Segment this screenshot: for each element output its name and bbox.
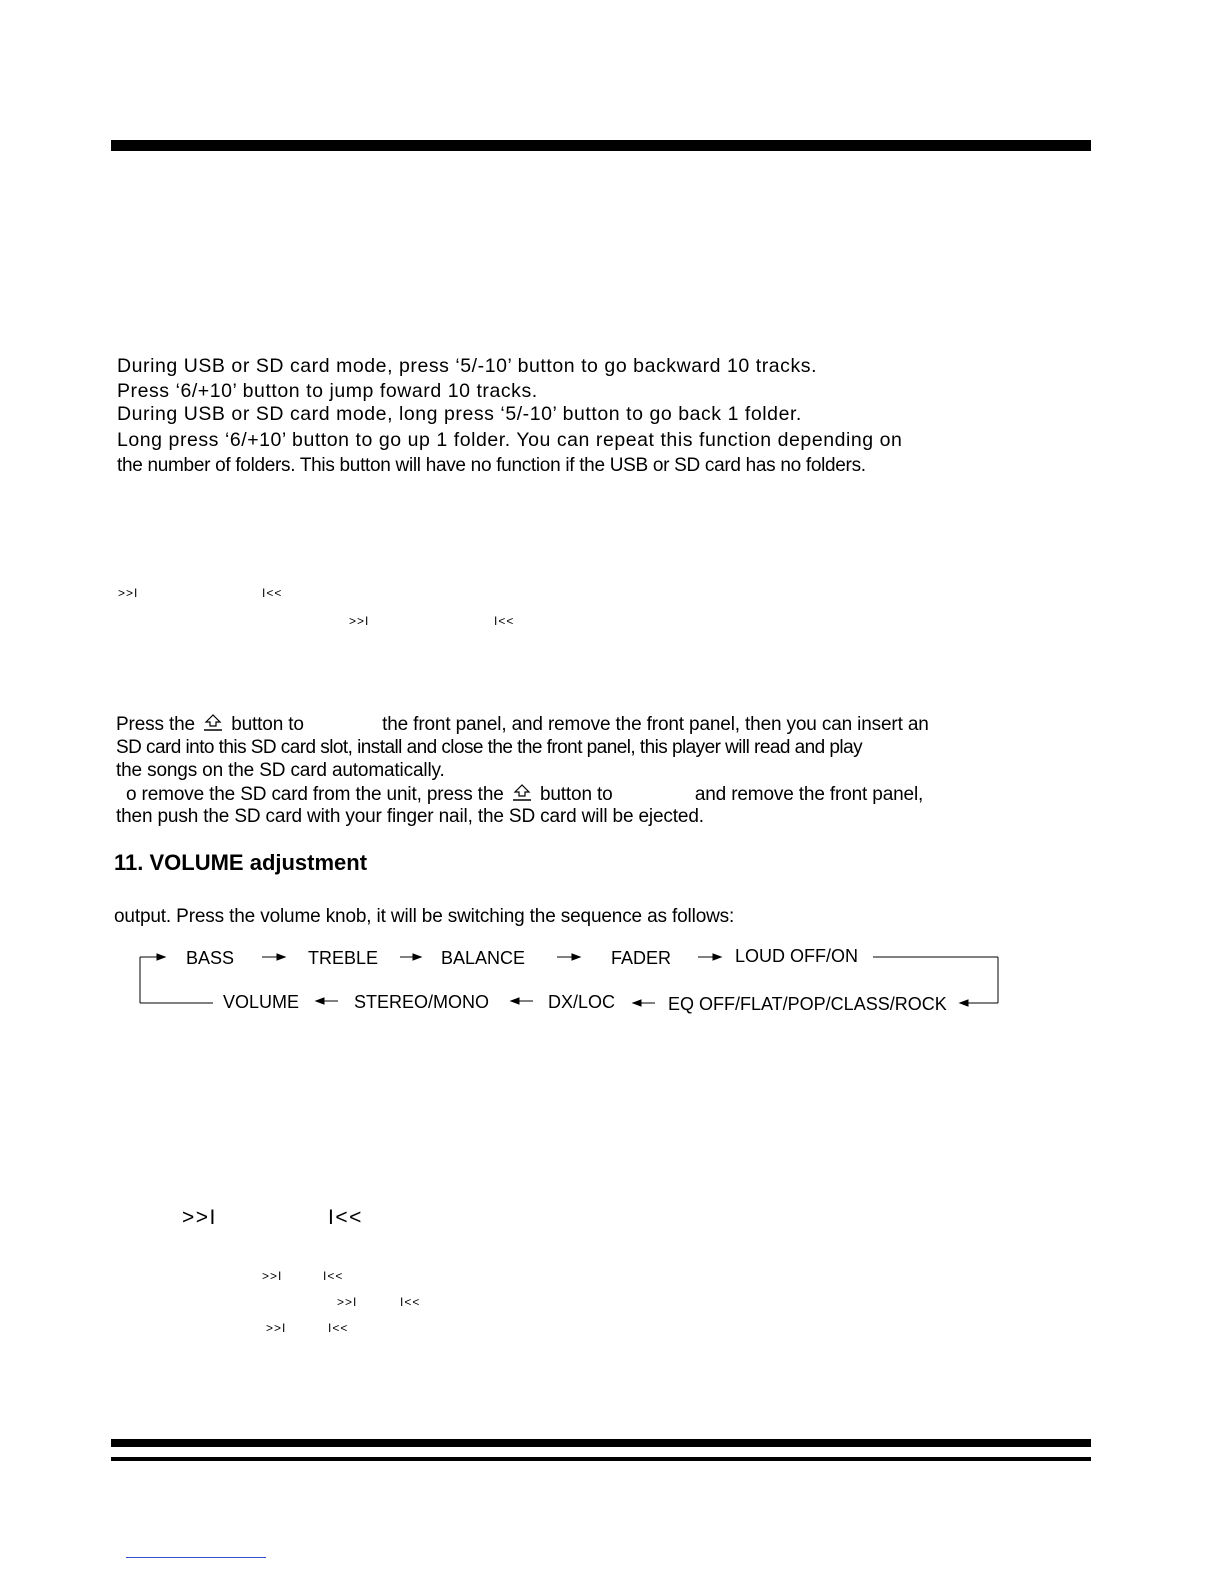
prev-track-symbol: I<< bbox=[323, 1269, 344, 1283]
section-heading: 11. VOLUME adjustment bbox=[114, 850, 368, 875]
footer-rule bbox=[111, 1439, 1091, 1447]
flow-item-fader: FADER bbox=[611, 948, 672, 968]
footer-underline bbox=[126, 1557, 266, 1558]
text-line: Long press ‘6/+10’ button to go up 1 folder. You can repeat this function depending on bbox=[117, 429, 903, 451]
prev-track-symbol: I<< bbox=[328, 1206, 363, 1229]
footer-rule-thin bbox=[111, 1457, 1091, 1461]
flow-item-loud: LOUD OFF/ON bbox=[735, 946, 859, 966]
flow-item-volume: VOLUME bbox=[223, 992, 300, 1012]
next-track-symbol: >>I bbox=[262, 1269, 283, 1283]
sd-text: the front panel, and remove the front panel, then you can insert an bbox=[382, 714, 929, 735]
volume-intro: output. Press the volume knob, it will be switching the sequence as follows: bbox=[114, 906, 735, 927]
next-track-symbol: >>I bbox=[337, 1295, 358, 1309]
sd-line-5: then push the SD card with your finger nail, the SD card will be ejected. bbox=[116, 806, 704, 827]
flow-item-balance: BALANCE bbox=[441, 948, 526, 968]
text-line: During USB or SD card mode, press ‘5/-10’ button to go backward 10 tracks. bbox=[117, 355, 818, 377]
flow-item-dx-loc: DX/LOC bbox=[548, 992, 616, 1012]
prev-track-symbol: I<< bbox=[262, 586, 283, 600]
next-track-symbol: >>I bbox=[266, 1321, 287, 1335]
sd-text: Press the bbox=[116, 714, 195, 735]
text-line: the number of folders. This button will have no function if the USB or SD card has no folders. bbox=[117, 455, 866, 476]
text-line: During USB or SD card mode, long press ‘5/-10’ button to go back 1 folder. bbox=[117, 403, 802, 425]
sd-text: o remove the SD card from the unit, press the bbox=[126, 784, 504, 805]
flow-item-eq: EQ OFF/FLAT/POP/CLASS/ROCK bbox=[668, 994, 947, 1014]
sd-text: button to bbox=[231, 714, 304, 735]
sd-line-3: the songs on the SD card automatically. bbox=[116, 760, 445, 781]
sd-line-2: SD card into this SD card slot, install and close the the front panel, this player will read and play bbox=[116, 737, 863, 758]
next-track-symbol: >>I bbox=[349, 614, 370, 628]
flow-item-stereo-mono: STEREO/MONO bbox=[354, 992, 490, 1012]
next-track-symbol: >>I bbox=[182, 1206, 217, 1229]
text-line: Press ‘6/+10’ button to jump foward 10 tracks. bbox=[117, 380, 538, 402]
next-track-symbol: >>I bbox=[118, 586, 139, 600]
prev-track-symbol: I<< bbox=[494, 614, 515, 628]
sd-text: button to bbox=[539, 784, 613, 805]
flow-item-treble: TREBLE bbox=[308, 948, 379, 968]
prev-track-symbol: I<< bbox=[328, 1321, 349, 1335]
flow-item-bass: BASS bbox=[186, 948, 235, 968]
sd-text: and remove the front panel, bbox=[694, 784, 924, 805]
prev-track-symbol: I<< bbox=[400, 1295, 421, 1309]
